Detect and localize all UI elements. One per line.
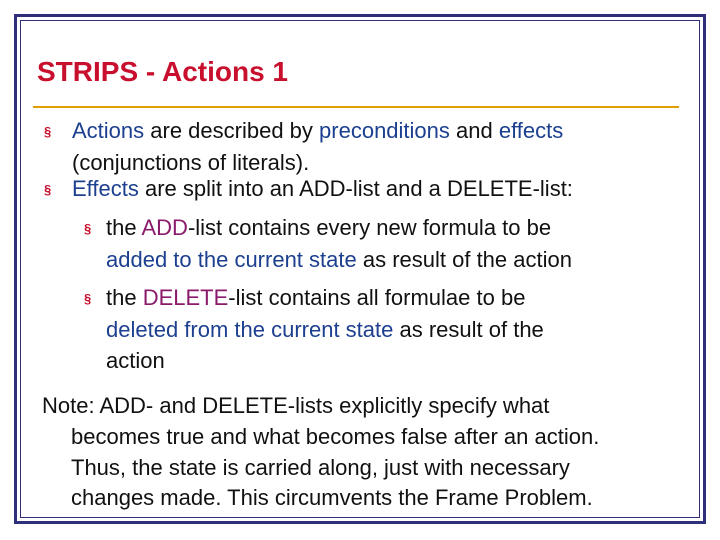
term-added-to-current-state: added to the current state (106, 247, 357, 272)
term-effects: effects (498, 118, 564, 143)
subbullet-icon: § (84, 291, 92, 306)
subbullet-1-line-1 (106, 211, 551, 244)
text-segment: -list contains all formulae to be (228, 285, 526, 310)
subbullet-1-line-2 (106, 243, 572, 276)
subbullet-icon: § (84, 221, 92, 236)
text-segment: -list contains every new formula to be (187, 215, 552, 240)
text-segment: action (106, 348, 165, 373)
text-segment: as result of the (393, 317, 544, 342)
bullet-icon: § (44, 182, 52, 197)
note-line-3: Thus, the state is carried along, just with necessary (71, 455, 570, 480)
text-segment: are split into an ADD-list and a DELETE-list: (138, 176, 573, 201)
note-line-2: becomes true and what becomes false after an action. (71, 424, 600, 449)
bullet-icon: § (44, 124, 52, 139)
subbullet-2-line-1 (106, 281, 525, 314)
text-segment: as result of the action (356, 247, 572, 272)
bullet-1-line-1 (72, 114, 563, 147)
term-deleted-from-current-state: deleted from the current state (106, 317, 394, 342)
term-preconditions: preconditions (319, 118, 450, 143)
subbullet-2-line-3 (106, 344, 165, 377)
note-line-4: changes made. This circumvents the Frame Problem. (71, 485, 593, 510)
note-line-1: Note: ADD- and DELETE-lists explicitly specify what (42, 393, 550, 418)
text-segment: and (449, 118, 499, 143)
bullet-2-line-1 (72, 172, 573, 205)
title-underline (33, 106, 679, 108)
term-delete: DELETE (142, 285, 229, 310)
subbullet-2-line-2 (106, 313, 544, 346)
term-effects: Effects (72, 176, 139, 201)
text-segment: the (106, 215, 142, 240)
text-segment: are described by (144, 118, 320, 143)
text-segment: the (106, 285, 143, 310)
text-segment: (conjunctions of literals). (72, 150, 310, 175)
term-actions: Actions (72, 118, 145, 143)
term-add: ADD (141, 215, 188, 240)
slide-title: STRIPS - Actions 1 (37, 56, 289, 87)
